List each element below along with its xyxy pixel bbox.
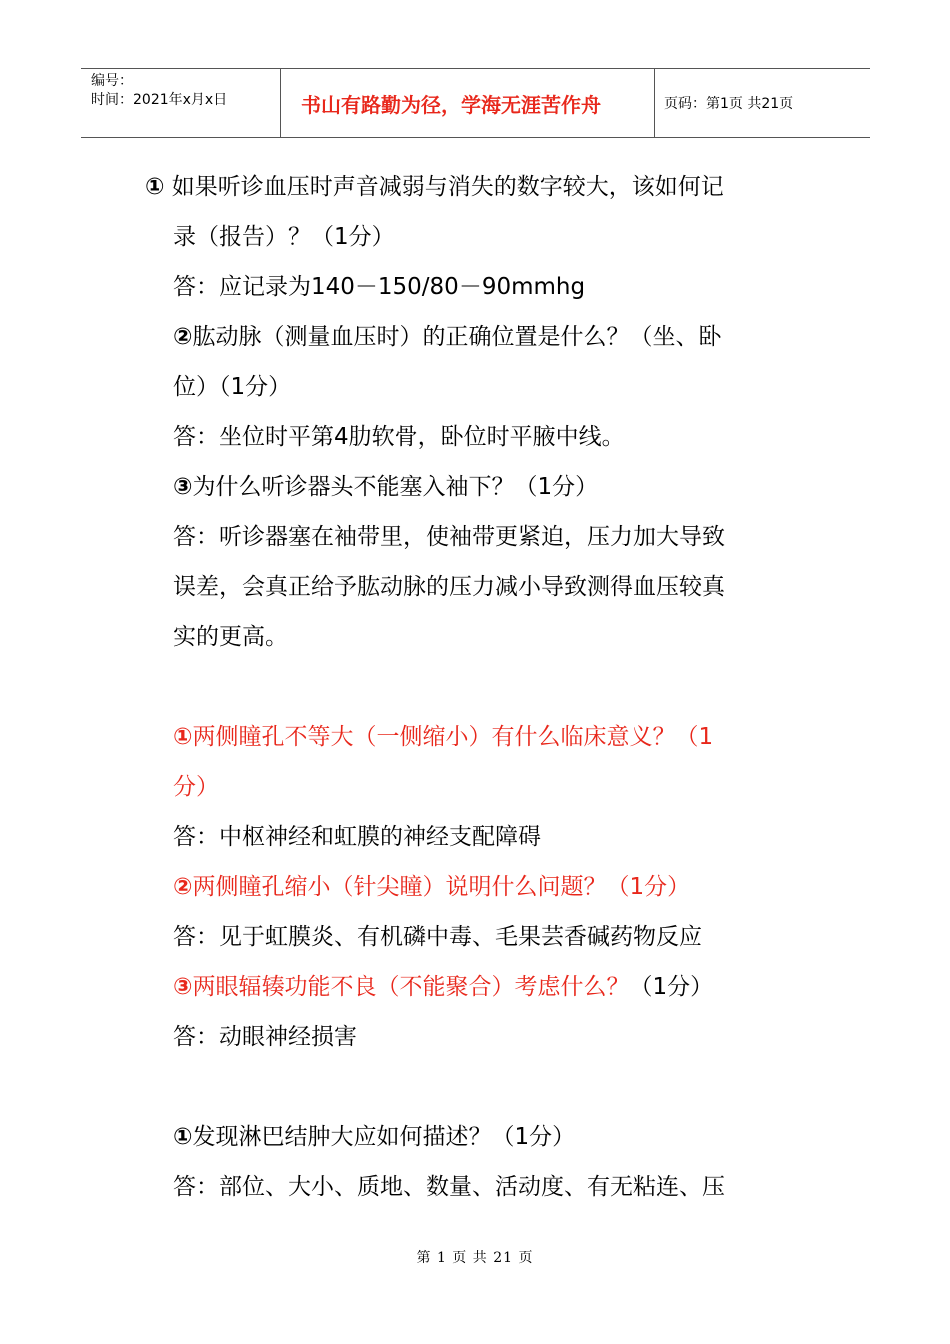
answer-line: [145, 1012, 805, 1062]
answer-line: [145, 912, 805, 962]
question-text: 发现淋巴结肿大应如何描述？（1分）: [192, 1124, 576, 1150]
section-spacer: [145, 662, 805, 712]
question-line: [145, 1112, 805, 1162]
question-line: [145, 212, 805, 262]
answer-text: 答：部位、大小、质地、数量、活动度、有无粘连、压: [173, 1174, 725, 1200]
question-text: 两眼辐辏功能不良（不能聚合）考虑什么？: [192, 974, 630, 1000]
motto-text: 书山有路勤为径，学海无涯苦作舟: [301, 92, 601, 117]
question-line: [145, 762, 805, 812]
answer-line: [145, 612, 805, 662]
section-spacer: [145, 1062, 805, 1112]
question-line: [145, 462, 805, 512]
question-number: ③: [173, 474, 193, 500]
question-text: 两侧瞳孔不等大（一侧缩小）有什么临床意义？（: [192, 724, 699, 750]
question-number: ①: [173, 724, 193, 750]
question-line: [145, 712, 805, 762]
header-page-cell: [655, 69, 870, 137]
question-score: （1分）: [629, 974, 714, 1000]
answer-line: [145, 1162, 805, 1212]
answer-text: 答：应记录为140－150/80－90mmhg: [173, 274, 586, 300]
time-label: 时间：2021年x月x日: [91, 92, 228, 108]
question-text: 两侧瞳孔缩小（针尖瞳）说明什么问题？: [192, 874, 607, 900]
footer-page-number: 第 1 页 共 21 页: [416, 1250, 534, 1266]
question-text: 录（报告）？（1分）: [173, 224, 395, 250]
answer-text: 误差，会真正给予肱动脉的压力减小导致测得血压较真: [173, 574, 725, 600]
question-line: [145, 362, 805, 412]
question-line: [145, 862, 805, 912]
answer-text: 实的更高。: [173, 624, 288, 650]
question-line: [145, 162, 805, 212]
answer-line: [145, 812, 805, 862]
answer-line: [145, 512, 805, 562]
page-header: [81, 68, 870, 138]
question-score: 1: [698, 724, 714, 750]
page-info: 页码：第1页 共21页: [664, 96, 794, 112]
question-line: [145, 962, 805, 1012]
answer-line: [145, 262, 805, 312]
answer-text: 答：坐位时平第4肋软骨，卧位时平腋中线。: [173, 424, 625, 450]
header-meta-cell: [81, 69, 281, 137]
answer-text: 答：见于虹膜炎、有机磷中毒、毛果芸香碱药物反应: [173, 924, 702, 950]
question-number: ②: [173, 874, 193, 900]
question-text: 位）（1分）: [173, 374, 292, 400]
question-text: 为什么听诊器头不能塞入袖下？（1分）: [192, 474, 599, 500]
answer-text: 答：中枢神经和虹膜的神经支配障碍: [173, 824, 541, 850]
answer-text: 答：动眼神经损害: [173, 1024, 357, 1050]
answer-line: [145, 562, 805, 612]
question-number: ①: [145, 174, 165, 200]
question-number: ①: [173, 1124, 193, 1150]
question-number: ②: [173, 324, 193, 350]
question-line: [145, 312, 805, 362]
question-number: ③: [173, 974, 193, 1000]
document-body: [145, 162, 805, 1212]
answer-text: 答：听诊器塞在袖带里，使袖带更紧迫，压力加大导致: [173, 524, 725, 550]
question-score: （1分）: [606, 874, 691, 900]
answer-line: [145, 412, 805, 462]
question-text: 分）: [173, 774, 219, 800]
question-text: 肱动脉（测量血压时）的正确位置是什么？（坐、卧: [192, 324, 722, 350]
serial-label: 编号：: [91, 73, 133, 89]
question-text: 如果听诊血压时声音减弱与消失的数字较大，该如何记: [164, 174, 724, 200]
header-motto-cell: [281, 69, 655, 137]
page-footer: [0, 1247, 950, 1267]
